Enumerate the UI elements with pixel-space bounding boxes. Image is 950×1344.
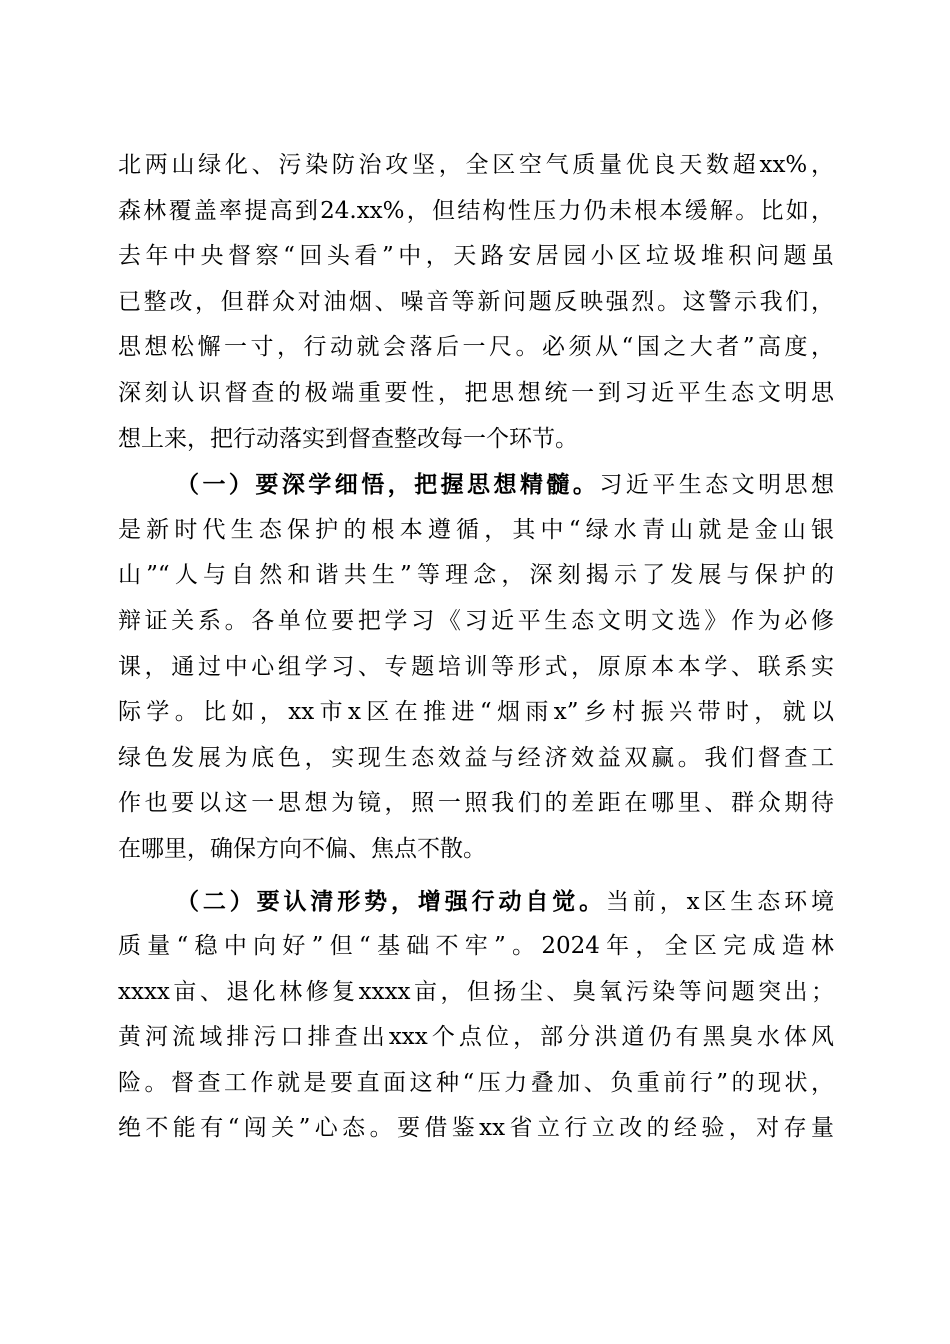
text-line: 在哪里，确保方向不偏、焦点不散。 <box>118 835 486 862</box>
text-line: 山”“人与自然和谐共生”等理念，深刻揭示了发展与保护的 <box>118 562 834 589</box>
text-line: 北两山绿化、污染防治攻坚，全区空气质量优良天数超xx%， <box>118 152 834 178</box>
text-line: 已整改，但群众对油烟、噪音等新问题反映强烈。这警示我们， <box>118 288 834 315</box>
text-line: 辩证关系。各单位要把学习《习近平生态文明文选》作为必修 <box>118 607 834 634</box>
text-line: 绝不能有“闯关”心态。要借鉴xx省立行立改的经验，对存量 <box>118 1115 834 1142</box>
section-heading-rest: 当前，x区生态环境 <box>606 888 834 915</box>
text-line: 想上来，把行动落实到督查整改每一个环节。 <box>118 425 578 452</box>
text-line: 森林覆盖率提高到24.xx%，但结构性压力仍未根本缓解。比如， <box>118 197 834 224</box>
paragraph-section-2 <box>118 879 834 1153</box>
text-line: 思想松懈一寸，行动就会落后一尺。必须从“国之大者”高度， <box>118 334 834 361</box>
text-line: 是新时代生态保护的根本遵循，其中“绿水青山就是金山银 <box>118 516 834 543</box>
text-line: 课，通过中心组学习、专题培训等形式，原原本本学、联系实 <box>118 653 834 680</box>
text-line: 绿色发展为底色，实现生态效益与经济效益双赢。我们督查工 <box>118 744 834 771</box>
text-line: xxxx亩、退化林修复xxxx亩，但扬尘、臭氧污染等问题突出； <box>118 978 834 1005</box>
section-heading: （二）要认清形势，增强行动自觉。 <box>176 887 607 915</box>
text-line: 际学。比如，xx市x区在推进“烟雨x”乡村振兴带时，就以 <box>118 699 834 726</box>
text-line: 去年中央督察“回头看”中，天路安居园小区垃圾堆积问题虽 <box>118 243 834 270</box>
section-heading-rest: 习近平生态文明思想 <box>599 472 834 499</box>
section-heading: （一）要深学细悟，把握思想精髓。 <box>176 471 600 499</box>
section-first-line <box>118 879 834 925</box>
text-line: 作也要以这一思想为镜，照一照我们的差距在哪里、群众期待 <box>118 790 834 817</box>
text-line: 黄河流域排污口排查出xxx个点位，部分洪道仍有黑臭水体风 <box>118 1024 834 1051</box>
text-line: 险。督查工作就是要直面这种“压力叠加、负重前行”的现状， <box>118 1069 834 1096</box>
text-line: 深刻认识督查的极端重要性，把思想统一到习近平生态文明思 <box>118 379 834 406</box>
document-page <box>118 143 834 1152</box>
paragraph-intro <box>118 143 834 462</box>
section-first-line <box>118 462 834 508</box>
text-line: 质量“稳中向好”但“基础不牢”。2024年，全区完成造林 <box>118 933 834 960</box>
paragraph-section-1 <box>118 462 834 872</box>
